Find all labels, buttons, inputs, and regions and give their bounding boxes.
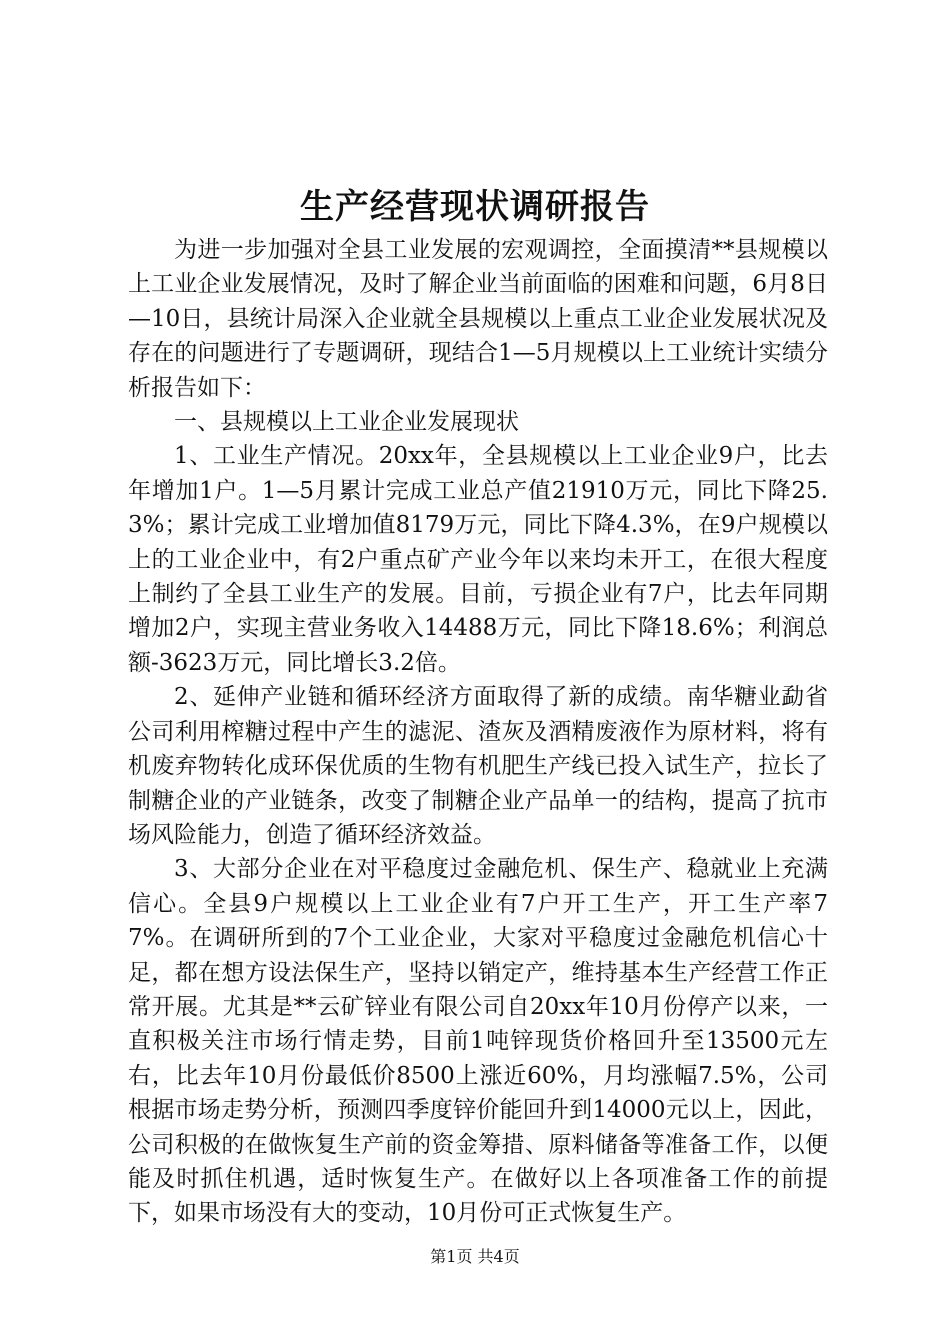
page-number-footer: 第1页 共4页 [430,1247,520,1266]
paragraph-industrial-production: 1、工业生产情况。20xx年，全县规模以上工业企业9户，比去年增加1户。1—5月累计完成工业总产值21910万元，同比下降25.3%；累计完成工业增加值8179万元，同比下降4.3%，在9户规模以上的工业企业中，有2户重点矿产业今年以来均未开工，在很大程度上制约了全县工业生产的发展。目前，亏损企业有7户，比去年同期增加2户，实现主营业务收入14488万元，同比下降18.6%；利润总额-3623万元，同比增长3.2倍。 [128,443,828,676]
document-title: 生产经营现状调研报告 [300,187,650,227]
intro-paragraph: 为进一步加强对全县工业发展的宏观调控，全面摸清**县规模以上工业企业发展情况，及时了解企业当前面临的困难和问题，6月8日—10日，县统计局深入企业就全县规模以上重点工业企业发展状况及存在的问题进行了专题调研，现结合1—5月规模以上工业统计实绩分析报告如下： [128,237,828,401]
paragraph-confidence: 3、大部分企业在对平稳度过金融危机、保生产、稳就业上充满信心。全县9户规模以上工业企业有7户开工生产，开工生产率77%。在调研所到的7个工业企业，大家对平稳度过金融危机信心十足，都在想方设法保生产，坚持以销定产，维持基本生产经营工作正常开展。尤其是**云矿锌业有限公司自20xx年10月份停产以来，一直积极关注市场行情走势，目前1吨锌现货价格回升至13500元左右，比去年10月份最低价8500上涨近60%，月均涨幅7.5%，公司根据市场走势分析，预测四季度锌价能回升到14000元以上，因此，公司积极的在做恢复生产前的资金筹措、原料储备等准备工作，以便能及时抓住机遇，适时恢复生产。在做好以上各项准备工作的前提下，如果市场没有大的变动，10月份可正式恢复生产。 [128,856,828,1227]
paragraph-industry-chain: 2、延伸产业链和循环经济方面取得了新的成绩。南华糖业勐省公司利用榨糖过程中产生的滤泥、渣灰及酒精废液作为原材料，将有机废弃物转化成环保优质的生物有机肥生产线已投入试生产，拉长了制糖企业的产业链条，改变了制糖企业产品单一的结构，提高了抗市场风险能力，创造了循环经济效益。 [128,684,828,848]
document-body [128,233,828,1231]
section-heading: 一、县规模以上工业企业发展现状 [174,409,519,436]
